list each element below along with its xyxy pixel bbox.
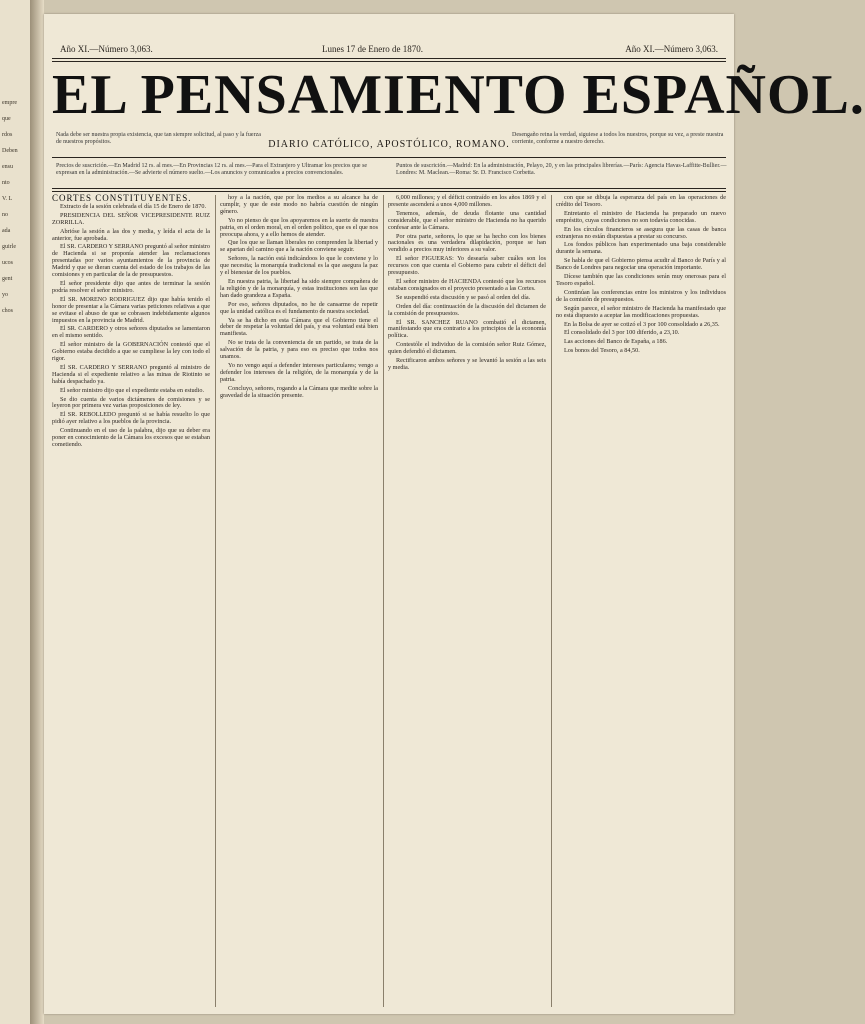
article-paragraph: Los bonos del Tesoro, a 84,50. — [564, 347, 640, 355]
article-paragraph: Extracto de la sesión celebrada el día 15 de Enero de 1870. — [60, 202, 207, 210]
article-paragraph: Se habla de que el Gobierno piensa acudir al Banco de París y al Banco de Londres para negociar una operación importante. — [556, 257, 726, 272]
article-paragraph: Por eso, señores diputados, no he de cansarme de repetir que la unidad católica es el fundamento de nuestra sociedad. — [220, 300, 378, 315]
article-paragraph: Entretanto el ministro de Hacienda ha preparado un nuevo empréstito, cuyas condiciones no son todavía conocidas. — [556, 209, 726, 224]
article-paragraph: Que los que se llaman liberales no comprenden la libertad y se apartan del camino que a la nación conviene seguir. — [220, 239, 378, 254]
top-rule — [52, 58, 726, 59]
issue-date: Lunes 17 de Enero de 1870. — [322, 44, 423, 54]
article-paragraph: El SR. CARDERO Y SERRANO preguntó al señor ministro de Hacienda si se proponía atender las reclamaciones presentadas por varios ayuntamientos de la provincia de Madrid y que se dieran cuenta del estado de los trabajos de las comisiones y en particular de la de presupuestos. — [52, 243, 210, 279]
top-rule-2 — [52, 61, 726, 62]
masthead-motto-right: Desengaño reina la verdad, siguiese a todos los nuestros, porque su vez, a preste nuestra corriente, conforme a nuestro derecho. — [512, 132, 724, 145]
article-paragraph: El señor ministro dijo que el expediente estaba en estudio. — [60, 386, 204, 394]
article-paragraph: Dícese también que las condiciones serán muy onerosas para el Tesoro español. — [556, 273, 726, 287]
article-paragraph: El señor ministro de la GOBERNACIÓN contestó que el Gobierno estaba decidido a que se cumpliese la ley con todo el rigor. — [52, 341, 210, 363]
subscription-points: Puntos de suscrición.—Madrid: En la administración, Pelayo, 20, y en las principales librerías.—París: Agencia Havas-Laffitte-Bullier.—Londres: M. Maclean.—Roma: Sr. D. Francisco Corbetta. — [396, 163, 727, 176]
strip-fragment: chos — [2, 308, 13, 314]
strip-fragment: guirle — [2, 244, 16, 250]
article-paragraph: Ya se ha dicho en esta Cámara que el Gobierno tiene el deber de respetar la voluntad del país, y esa voluntad está bien manifiesta. — [220, 316, 378, 338]
article-paragraph: 6,000 millones; y el déficit contraído en los años 1869 y el presente ascenderá a unos 4,000 millones. — [388, 194, 546, 208]
strip-fragment: ucos — [2, 260, 13, 266]
masthead-motto-left: Nada debe ser nuestra propia existencia, que tan siempre solicitud, al paso y la fuerza de nuestros propósitos. — [56, 132, 261, 145]
subscription-prices: Precios de suscrición.—En Madrid 12 rs. al mes.—En Provincias 12 rs. al mes.—Para el Extranjero y Ultramar los precios que se expresan en la administración.—Se advierte el número suelto.—Los anuncios y comunicados a precios convencionales. — [56, 163, 368, 176]
previous-page-edge — [0, 0, 32, 1024]
info-rule-top — [52, 157, 726, 158]
article-paragraph: Yo no vengo aquí a defender intereses particulares; vengo a defender los intereses de la religión, de la monarquía y de la patria. — [220, 361, 378, 383]
strip-fragment: yo — [2, 292, 8, 298]
strip-fragment: empre — [2, 100, 17, 106]
article-paragraph: Según parece, el señor ministro de Hacienda ha manifestado que no está dispuesto a aceptar las modificaciones propuestas. — [556, 304, 726, 319]
article-paragraph: Continuando en el uso de la palabra, dijo que su deber era poner en conocimiento de la Cámara los excesos que se estaban cometiendo. — [52, 427, 210, 448]
article-column-2 — [220, 195, 378, 1007]
article-column-4 — [556, 195, 726, 1007]
section-title: CORTES CONSTITUYENTES. — [52, 193, 192, 203]
article-paragraph: Contestóle el individuo de la comisión señor Ruiz Gómez, quien defendió el dictamen. — [388, 341, 546, 356]
article-paragraph: Orden del día: continuación de la discusión del dictamen de la comisión de presupuestos. — [388, 302, 546, 317]
article-paragraph: Rectificaron ambos señores y se levantó la sesión a las seis y media. — [388, 357, 546, 371]
article-paragraph: con que se dibuja la esperanza del país en las operaciones de crédito del Tesoro. — [556, 194, 726, 208]
article-paragraph: Yo no pienso de que los apoyaremos en la suerte de nuestra patria, en el orden moral, en el orden político, que es el que nos preocupa ahora, y a ello hemos de atender. — [220, 216, 378, 238]
column-divider — [551, 195, 552, 1007]
article-paragraph: Las acciones del Banco de España, a 186. — [564, 338, 668, 346]
strip-fragment: V. L — [2, 196, 13, 202]
strip-fragment: que — [2, 116, 11, 122]
article-column-1 — [52, 195, 210, 1007]
article-paragraph: El señor FIGUERAS: Yo desearía saber cuáles son los recursos con que cuenta el Gobierno para cubrir el déficit del presupuesto. — [388, 255, 546, 277]
article-paragraph: Abrióse la sesión a las dos y media, y leída el acta de la anterior, fue aprobada. — [52, 227, 210, 242]
article-paragraph: hoy a la nación, que por los medios a su alcance ha de cumplir, y que de este modo no habría cuestión de ningún género. — [220, 194, 378, 215]
article-paragraph: Señores, la nación está indicándoos lo que le conviene y lo que necesita; la monarquía tradicional es la que asegura la paz y el bienestar de los pueblos. — [220, 255, 378, 277]
info-rule-bottom — [52, 188, 726, 189]
strip-fragment: gent — [2, 276, 13, 282]
masthead-title: EL PENSAMIENTO ESPAÑOL. — [52, 64, 865, 126]
strip-fragment: nto — [2, 180, 10, 186]
article-paragraph: Se suspendió esta discusión y se pasó al orden del día. — [396, 293, 531, 301]
masthead-subtitle: DIARIO CATÓLICO, APOSTÓLICO, ROMANO. — [268, 139, 510, 150]
article-paragraph: No se trata de la conveniencia de un partido, se trata de la salvación de la patria, y para eso es preciso que todos nos unamos. — [220, 339, 378, 361]
article-paragraph: El consolidado del 3 por 100 diferido, a 23,10. — [564, 329, 680, 337]
article-paragraph: El señor presidente dijo que antes de terminar la sesión podría resolver el señor ministro. — [52, 279, 210, 294]
article-paragraph: Concluyo, señores, rogando a la Cámara que medite sobre la gravedad de la situación presente. — [220, 384, 378, 399]
article-paragraph: El SR. MORENO RODRIGUEZ dijo que había tenido el honor de presentar a la Cámara varias peticiones relativas a que se evitase el abuso de que se cobrasen indebidamente algunos impuestos en la provincia de Madrid. — [52, 295, 210, 324]
issue-number-right: Año XI.—Número 3,063. — [625, 44, 718, 54]
article-paragraph: Por otra parte, señores, lo que se ha hecho con los bienes nacionales es una verdadera dilapidación, porque se han vendido a precios muy inferiores a su valor. — [388, 232, 546, 254]
column-divider — [383, 195, 384, 1007]
article-paragraph: Se dio cuenta de varios dictámenes de comisiones y se leyeron por primera vez varias proposiciones de ley. — [52, 395, 210, 410]
article-paragraph: PRESIDENCIA DEL SEÑOR VICEPRESIDENTE RUIZ ZORRILLA. — [52, 211, 210, 226]
binding-gutter — [30, 0, 44, 1024]
article-paragraph: En nuestra patria, la libertad ha sido siempre compañera de la religión y de la monarquía, y estas instituciones son las que han dado grandeza a España. — [220, 277, 378, 299]
article-paragraph: El SR. CARDERO Y SERRANO preguntó al ministro de Hacienda si el expediente relativo a las minas de Riotinto se había despachado ya. — [52, 363, 210, 385]
article-paragraph: Continúan las conferencias entre los ministros y los individuos de la comisión de presupuestos. — [556, 288, 726, 303]
strip-fragment: ensu — [2, 164, 13, 170]
article-paragraph: El SR. SANCHEZ RUANO combatió el dictamen, manifestando que era contrario a los principios de la economía política. — [388, 318, 546, 340]
article-paragraph: En la Bolsa de ayer se cotizó el 3 por 100 consolidado a 26,35. — [564, 320, 720, 328]
strip-fragment: no — [2, 212, 8, 218]
column-divider — [215, 195, 216, 1007]
article-paragraph: Los fondos públicos han experimentado una baja considerable durante la semana. — [556, 241, 726, 256]
strip-fragment: ada — [2, 228, 11, 234]
strip-fragment: Deben — [2, 148, 18, 154]
front-page-sheet — [44, 14, 865, 1014]
article-paragraph: El SR. REBOLLEDO preguntó si se había resuelto lo que pidió ayer relativo a los pueblos de la provincia. — [52, 411, 210, 426]
strip-fragment: rdos — [2, 132, 13, 138]
article-paragraph: El SR. CARDERO y otros señores diputados se lamentaron en el mismo sentido. — [52, 325, 210, 340]
article-paragraph: En los círculos financieros se asegura que las casas de banca extranjeras no están dispuestas a prestar su concurso. — [556, 225, 726, 240]
article-paragraph: El señor ministro de HACIENDA contestó que los recursos estaban consignados en el proyecto presentado a las Cortes. — [388, 277, 546, 292]
article-column-3 — [388, 195, 546, 1007]
article-paragraph: Tenemos, además, de deuda flotante una cantidad considerable, que el señor ministro de Hacienda no ha querido confesar ante la Cámara. — [388, 209, 546, 231]
info-rule-bottom-2 — [52, 191, 726, 192]
issue-number-left: Año XI.—Número 3,063. — [60, 44, 153, 54]
